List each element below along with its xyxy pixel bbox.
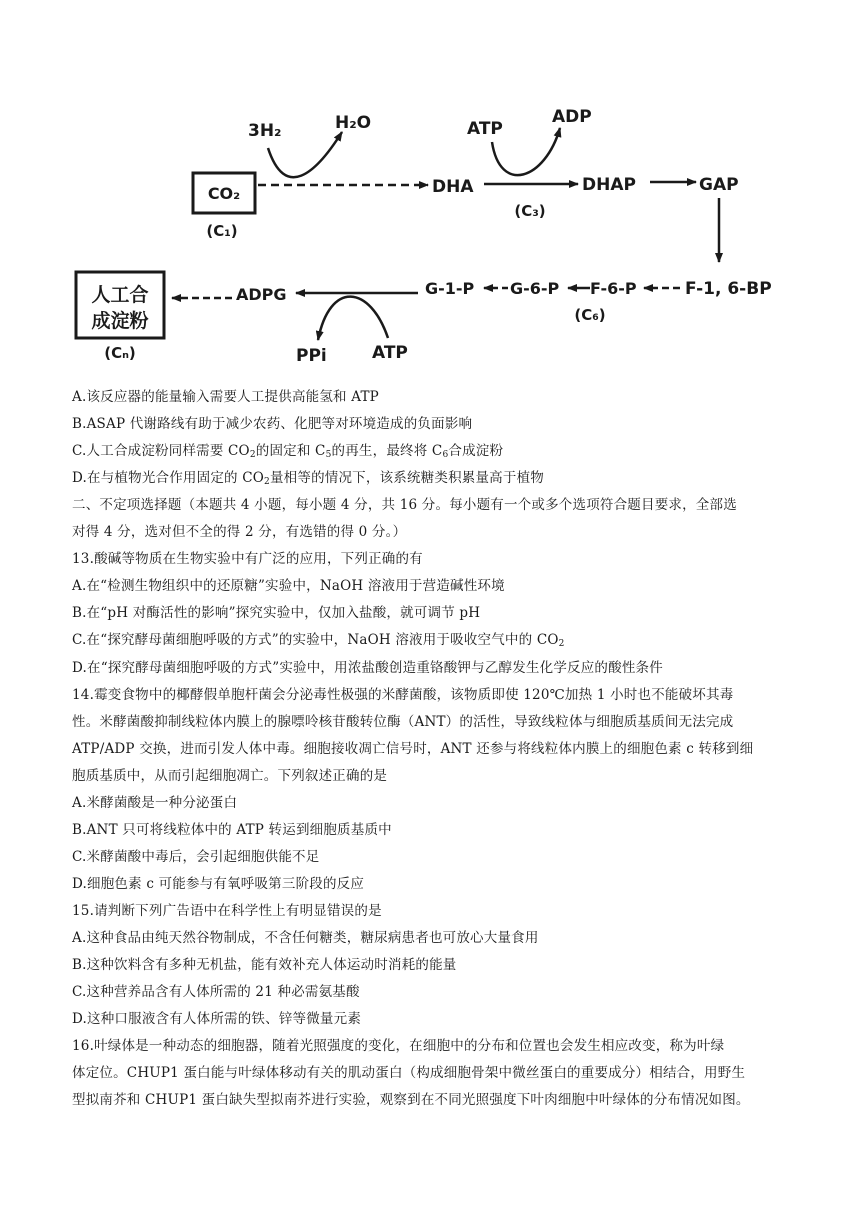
text-line-q13b: B.在“pH 对酶活性的影响”探究实验中，仅加入盐酸，就可调节 pH <box>72 605 481 622</box>
text-line-q13a: A.在“检测生物组织中的还原糖”实验中，NaOH 溶液用于营造碱性环境 <box>72 578 505 595</box>
cn-label: (Cₙ) <box>104 344 136 362</box>
atp-to-ppi-arrow <box>318 297 388 340</box>
text-line-q15a: A.这种食品由纯天然谷物制成，不含任何糖类，糖尿病患者也可放心大量食用 <box>72 930 539 946</box>
co2-label: CO₂ <box>207 184 241 203</box>
text-line-q16b: 体定位。CHUP1 蛋白能与叶绿体移动有关的肌动蛋白（构成细胞骨架中微丝蛋白的重要成分）相结合，用野生 <box>72 1065 746 1082</box>
text-line-q12b: B.ASAP 代谢路线有助于减少农药、化肥等对环境造成的负面影响 <box>72 416 473 433</box>
text-line-q14b: 性。米酵菌酸抑制线粒体内膜上的腺嘌呤核苷酸转位酶（ANT）的活性，导致线粒体与细胞质基质间无法完成 <box>72 713 734 730</box>
text-line-q12c: C.人工合成淀粉同样需要 $CO_2$的固定和 $C_5$的再生，最终将 $C_6$合成淀粉 <box>72 443 504 461</box>
dhap-label: DHAP <box>582 175 636 195</box>
text-line-sec2b: 对得 4 分，选对但不全的得 2 分，有选错的得 0 分。） <box>72 524 407 541</box>
adpg-label: ADPG <box>236 285 287 304</box>
f6p-label: F-6-P <box>590 279 637 298</box>
text-line-q13c: C.在“探究酵母菌细胞呼吸的方式”的实验中，NaOH 溶液用于吸收空气中的 $CO_2$ <box>72 632 565 650</box>
g6p-label: G-6-P <box>510 279 560 298</box>
c1-label: (C₁) <box>206 222 238 240</box>
c6-label: (C₆) <box>574 306 606 324</box>
artificial-starch-pathway-diagram <box>0 0 860 384</box>
starch-label-line1: 人工合 <box>91 284 149 306</box>
text-line-q15: 15.请判断下列广告语中在科学性上有明显错误的是 <box>72 902 382 919</box>
h2o-label: H₂O <box>335 113 372 133</box>
text-line-q13d: D.在“探究酵母菌细胞呼吸的方式”实验中，用浓盐酸创造重铬酸钾与乙醇发生化学反应的酸性条件 <box>72 659 663 676</box>
adp-label: ADP <box>552 107 592 127</box>
ppi-label: PPi <box>296 346 327 366</box>
text-line-q14d: 胞质基质中，从而引起细胞凋亡。下列叙述正确的是 <box>72 767 388 784</box>
text-line-q14oa: A.米酵菌酸是一种分泌蛋白 <box>72 794 238 811</box>
text-line-q16c: 型拟南芥和 CHUP1 蛋白缺失型拟南芥进行实验，观察到在不同光照强度下叶肉细胞中叶绿体的分布情况如图。 <box>72 1092 750 1109</box>
text-line-q14ob: B.ANT 只可将线粒体中的 ATP 转运到细胞质基质中 <box>72 821 392 838</box>
text-line-sec2a: 二、不定项选择题（本题共 4 小题，每小题 4 分，共 16 分。每小题有一个或多个选项符合题目要求，全部选 <box>72 497 737 514</box>
text-line-q14oc: C.米酵菌酸中毒后，会引起细胞供能不足 <box>72 848 320 865</box>
g1p-label: G-1-P <box>425 279 475 298</box>
text-line-q12a: A.该反应器的能量输入需要人工提供高能氢和 ATP <box>72 389 379 405</box>
text-line-q14c: ATP/ADP 交换，进而引发人体中毒。细胞接收凋亡信号时，ANT 还参与将线粒体内膜上的细胞色素 c 转移到细 <box>72 740 754 757</box>
text-line-q16a: 16.叶绿体是一种动态的细胞器，随着光照强度的变化，在细胞中的分布和位置也会发生相应改变，称为叶绿 <box>72 1038 725 1055</box>
text-line-q15d: D.这种口服液含有人体所需的铁、锌等微量元素 <box>72 1011 362 1028</box>
text-line-q12d: D.在与植物光合作用固定的 $CO_2$量相等的情况下，该系统糖类积累量高于植物 <box>72 470 544 488</box>
c3-label: (C₃) <box>514 202 546 220</box>
f16bp-label: F-1, 6-BP <box>685 279 772 299</box>
text-line-q15c: C.这种营养品含有人体所需的 21 种必需氨基酸 <box>72 984 360 1001</box>
atp-label-top: ATP <box>467 119 503 139</box>
dha-label: DHA <box>432 177 474 197</box>
h2-label: 3H₂ <box>248 121 282 141</box>
starch-label-line2: 成淀粉 <box>91 310 149 332</box>
text-line-q14a: 14.霉变食物中的椰酵假单胞杆菌会分泌毒性极强的米酵菌酸，该物质即使 120℃加热 1 小时也不能破坏其毒 <box>72 686 734 703</box>
gap-label: GAP <box>699 175 739 195</box>
text-line-q15b: B.这种饮料含有多种无机盐，能有效补充人体运动时消耗的能量 <box>72 957 457 974</box>
text-line-q13: 13.酸碱等物质在生物实验中有广泛的应用，下列正确的有 <box>72 551 423 568</box>
atp-label-bottom: ATP <box>372 343 408 363</box>
text-line-q14od: D.细胞色素 c 可能参与有氧呼吸第三阶段的反应 <box>72 875 365 892</box>
